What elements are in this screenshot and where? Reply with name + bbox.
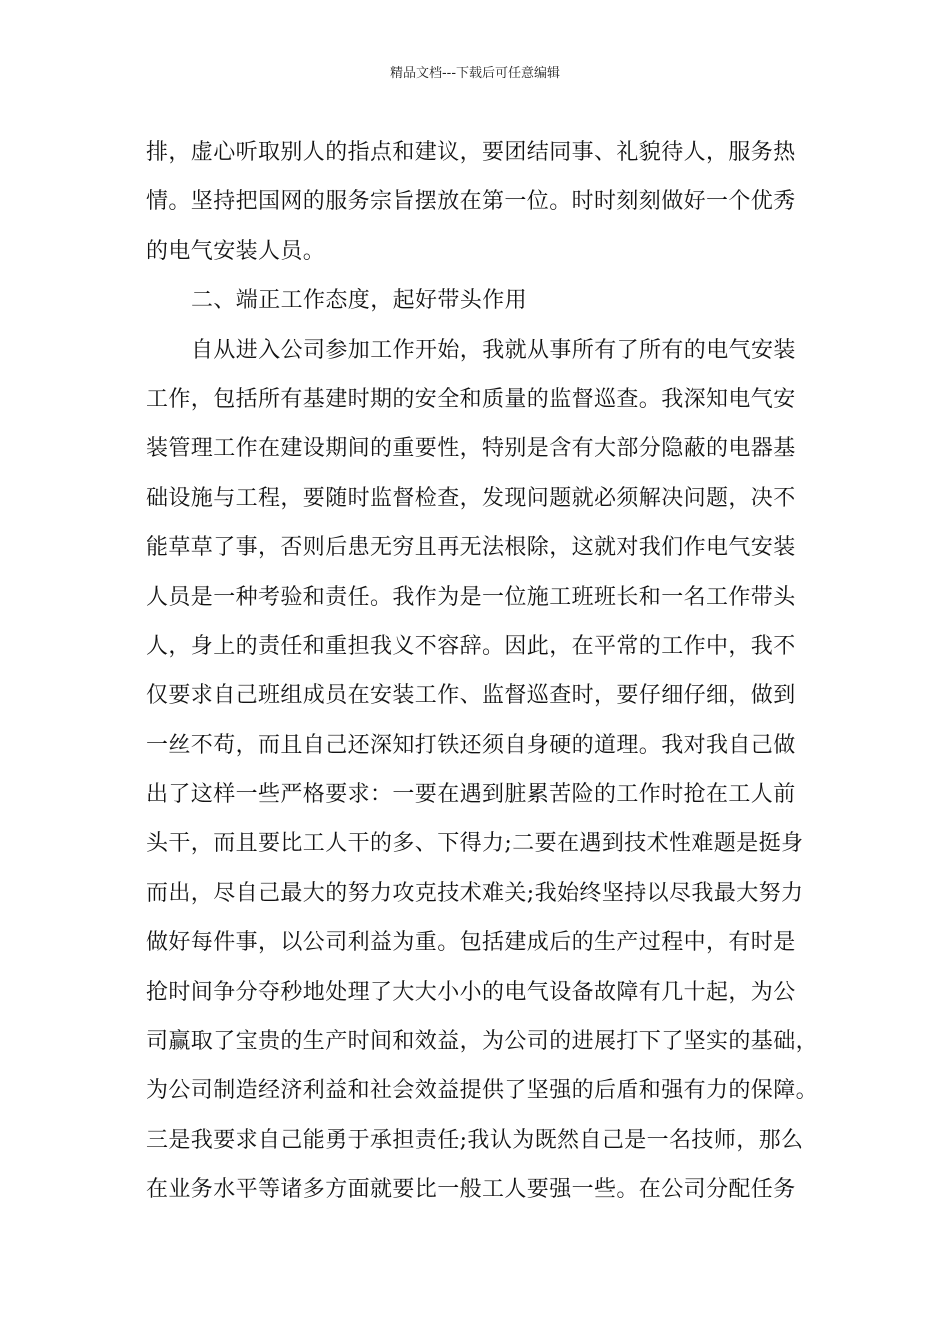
text-line: 的电气安装人员。 [146,238,326,264]
text-line: 能草草了事，否则后患无穷且再无法根除，这就对我们作电气安装 [146,535,796,561]
text-line: 在业务水平等诸多方面就要比一般工人要强一些。在公司分配任务 [146,1177,796,1203]
text-line: 司赢取了宝贵的生产时间和效益，为公司的进展打下了坚实的基础， [146,1029,819,1055]
text-line: 出了这样一些严格要求：一要在遇到脏累苦险的工作时抢在工人前 [146,782,796,808]
text-line: 做好每件事，以公司利益为重。包括建成后的生产过程中，有时是 [146,930,796,956]
text-line: 础设施与工程，要随时监督检查，发现问题就必须解决问题，决不 [146,485,796,511]
text-line: 人，身上的责任和重担我义不容辞。因此，在平常的工作中，我不 [146,633,796,659]
text-line: 工作，包括所有基建时期的安全和质量的监督巡查。我深知电气安 [146,386,796,412]
section-heading: 二、端正工作态度，起好带头作用 [191,288,528,314]
text-line: 排，虚心听取别人的指点和建议，要团结同事、礼貌待人，服务热 [146,140,796,165]
text-line: 而出，尽自己最大的努力攻克技术难关;我始终坚持以尽我最大努力 [146,880,804,906]
page-header: 精品文档---下载后可任意编辑 [389,66,561,81]
text-line: 仅要求自己班组成员在安装工作、监督巡查时，要仔细仔细，做到 [146,683,796,709]
text-line: 情。坚持把国网的服务宗旨摆放在第一位。时时刻刻做好一个优秀 [146,189,796,215]
text-line: 一丝不苟，而且自己还深知打铁还须自身硬的道理。我对我自己做 [146,732,796,758]
text-line: 抢时间争分夺秒地处理了大大小小的电气设备故障有几十起，为公 [146,979,796,1005]
text-line: 人员是一种考验和责任。我作为是一位施工班班长和一名工作带头 [146,584,796,610]
document-body [146,128,819,1215]
text-line: 为公司制造经济利益和社会效益提供了坚强的后盾和强有力的保障。 [146,1078,819,1104]
text-line: 自从进入公司参加工作开始，我就从事所有了所有的电气安装 [191,337,796,363]
text-line: 三是我要求自己能勇于承担责任;我认为既然自己是一名技师，那么 [146,1127,804,1153]
text-line: 装管理工作在建设期间的重要性，特别是含有大部分隐蔽的电器基 [146,436,796,462]
text-line: 头干，而且要比工人干的多、下得力;二要在遇到技术性难题是挺身 [146,831,804,857]
